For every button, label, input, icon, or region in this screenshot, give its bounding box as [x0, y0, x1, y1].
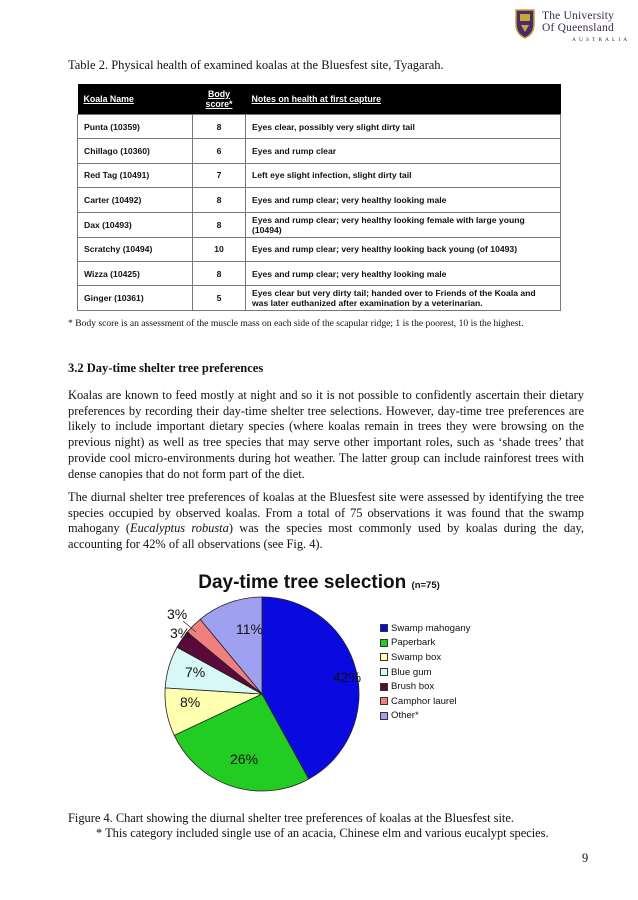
- health-table: [77, 84, 561, 311]
- table-row: [78, 261, 561, 285]
- legend-label: Other*: [391, 710, 419, 722]
- page-number: 9: [582, 851, 589, 865]
- chart-legend: [380, 621, 470, 723]
- notes-cell: Eyes clear but very dirty tail; handed over to Friends of the Koala and was later euthanized after examination by a veterinarian.: [246, 286, 561, 311]
- legend-label: Swamp mahogany: [391, 622, 471, 634]
- header-koala-name: Koala Name: [78, 84, 193, 115]
- paragraph-1: Koalas are known to feed mostly at night and so it is not possible to confidently ascertain their dietary preferences by recording their day-time shelter tree selections. However, day-time tree preferences are likely to include important dietary species (where koalas remain in trees they were browsing on the previous night) as well as tree species that may serve other important roles, such as ‘shade trees’ that provide cool micro-environments during hot weather. The latter group can include rainforest trees with dense canopies that do not form part of the diet.: [68, 388, 584, 481]
- table-row: [78, 139, 561, 163]
- figure-caption: Figure 4. Chart showing the diurnal shelter tree preferences of koalas at the Bluesfest site.: [68, 811, 514, 825]
- body-score-cell: 10: [193, 237, 246, 261]
- figure-note: * This category included single use of an acacia, Chinese elm and various eucalypt species.: [96, 826, 549, 840]
- legend-label: Camphor laurel: [391, 695, 457, 707]
- koala-name-cell: Wizza (10425): [78, 261, 193, 285]
- koala-name-cell: Punta (10359): [78, 115, 193, 139]
- paragraph-2: [68, 490, 584, 553]
- table-row: [78, 237, 561, 261]
- koala-name-cell: Scratchy (10494): [78, 237, 193, 261]
- legend-label: Swamp box: [391, 651, 442, 663]
- koala-name-cell: Chillago (10360): [78, 139, 193, 163]
- notes-cell: Eyes clear, possibly very slight dirty tail: [246, 115, 561, 139]
- legend-item: [380, 709, 470, 724]
- body-score-cell: 8: [193, 115, 246, 139]
- body-score-cell: 6: [193, 139, 246, 163]
- table-footnote: * Body score is an assessment of the muscle mass on each side of the scapular ridge; 1 is the poorest, 10 is the highest.: [68, 318, 524, 329]
- legend-item: [380, 636, 470, 651]
- legend-swatch: [380, 697, 388, 705]
- koala-name-cell: Red Tag (10491): [78, 163, 193, 187]
- table-row: [78, 286, 561, 311]
- legend-label: Blue gum: [391, 666, 432, 678]
- notes-cell: Eyes and rump clear; very healthy looking female with large young (10494): [246, 212, 561, 237]
- legend-item: [380, 665, 470, 680]
- koala-name-cell: Ginger (10361): [78, 286, 193, 311]
- koala-name-cell: Dax (10493): [78, 212, 193, 237]
- legend-swatch: [380, 668, 388, 676]
- university-logo: [514, 8, 634, 44]
- legend-item: [380, 679, 470, 694]
- slice-label: 7%: [185, 664, 206, 680]
- body-score-cell: 8: [193, 212, 246, 237]
- table-header-row: [78, 84, 561, 115]
- legend-swatch: [380, 683, 388, 691]
- section-heading: 3.2 Day-time shelter tree preferences: [68, 361, 264, 375]
- legend-swatch: [380, 653, 388, 661]
- notes-cell: Eyes and rump clear: [246, 139, 561, 163]
- table-row: [78, 212, 561, 237]
- table-row: [78, 188, 561, 212]
- body-score-cell: 5: [193, 286, 246, 311]
- notes-cell: Eyes and rump clear; very healthy looking male: [246, 261, 561, 285]
- paragraph-2-part1: The diurnal shelter tree preferences of koalas at the Bluesfest site were assessed by identifying the tree species occupied by observed koalas. From a total of 75 observations it was found that the swamp mahogany (: [68, 490, 584, 536]
- notes-cell: Eyes and rump clear; very healthy looking male: [246, 188, 561, 212]
- header-body-score: Body score*: [193, 84, 246, 115]
- body-score-cell: 8: [193, 188, 246, 212]
- legend-label: Brush box: [391, 681, 435, 693]
- body-score-cell: 8: [193, 261, 246, 285]
- legend-label: Paperbark: [391, 637, 436, 649]
- slice-label: 11%: [236, 621, 263, 637]
- legend-swatch: [380, 624, 388, 632]
- legend-item: [380, 694, 470, 709]
- header-notes: Notes on health at first capture: [246, 84, 561, 115]
- slice-label: 26%: [230, 751, 259, 767]
- legend-swatch: [380, 639, 388, 647]
- body-score-cell: 7: [193, 163, 246, 187]
- chart-subtitle: (n=75): [411, 580, 440, 591]
- slice-label: 3%: [167, 606, 188, 622]
- pie-chart: [0, 590, 638, 800]
- slice-label: 3%: [170, 625, 191, 641]
- university-line1: The University: [542, 10, 615, 22]
- koala-name-cell: Carter (10492): [78, 188, 193, 212]
- table-row: [78, 115, 561, 139]
- legend-item: [380, 650, 470, 665]
- paragraph-2-part2: ) was the species most commonly used by koalas during the day, accounting for 42% of all observations (see Fig. 4).: [68, 521, 585, 552]
- species-name: Eucalyptus robusta: [130, 521, 229, 536]
- notes-cell: Eyes and rump clear; very healthy looking back young (of 10493): [246, 237, 561, 261]
- university-name: [542, 10, 630, 46]
- slice-label: 8%: [180, 694, 201, 710]
- chart-title-text: Day-time tree selection: [198, 572, 407, 593]
- table-row: [78, 163, 561, 187]
- table-caption: Table 2. Physical health of examined koalas at the Bluesfest site, Tyagarah.: [68, 58, 444, 72]
- university-line3: AUSTRALIA: [572, 37, 631, 43]
- legend-item: [380, 621, 470, 636]
- legend-swatch: [380, 712, 388, 720]
- university-line2: Of Queensland: [542, 22, 614, 34]
- slice-label: 42%: [333, 669, 362, 685]
- crest-icon: [514, 8, 536, 40]
- notes-cell: Left eye slight infection, slight dirty tail: [246, 163, 561, 187]
